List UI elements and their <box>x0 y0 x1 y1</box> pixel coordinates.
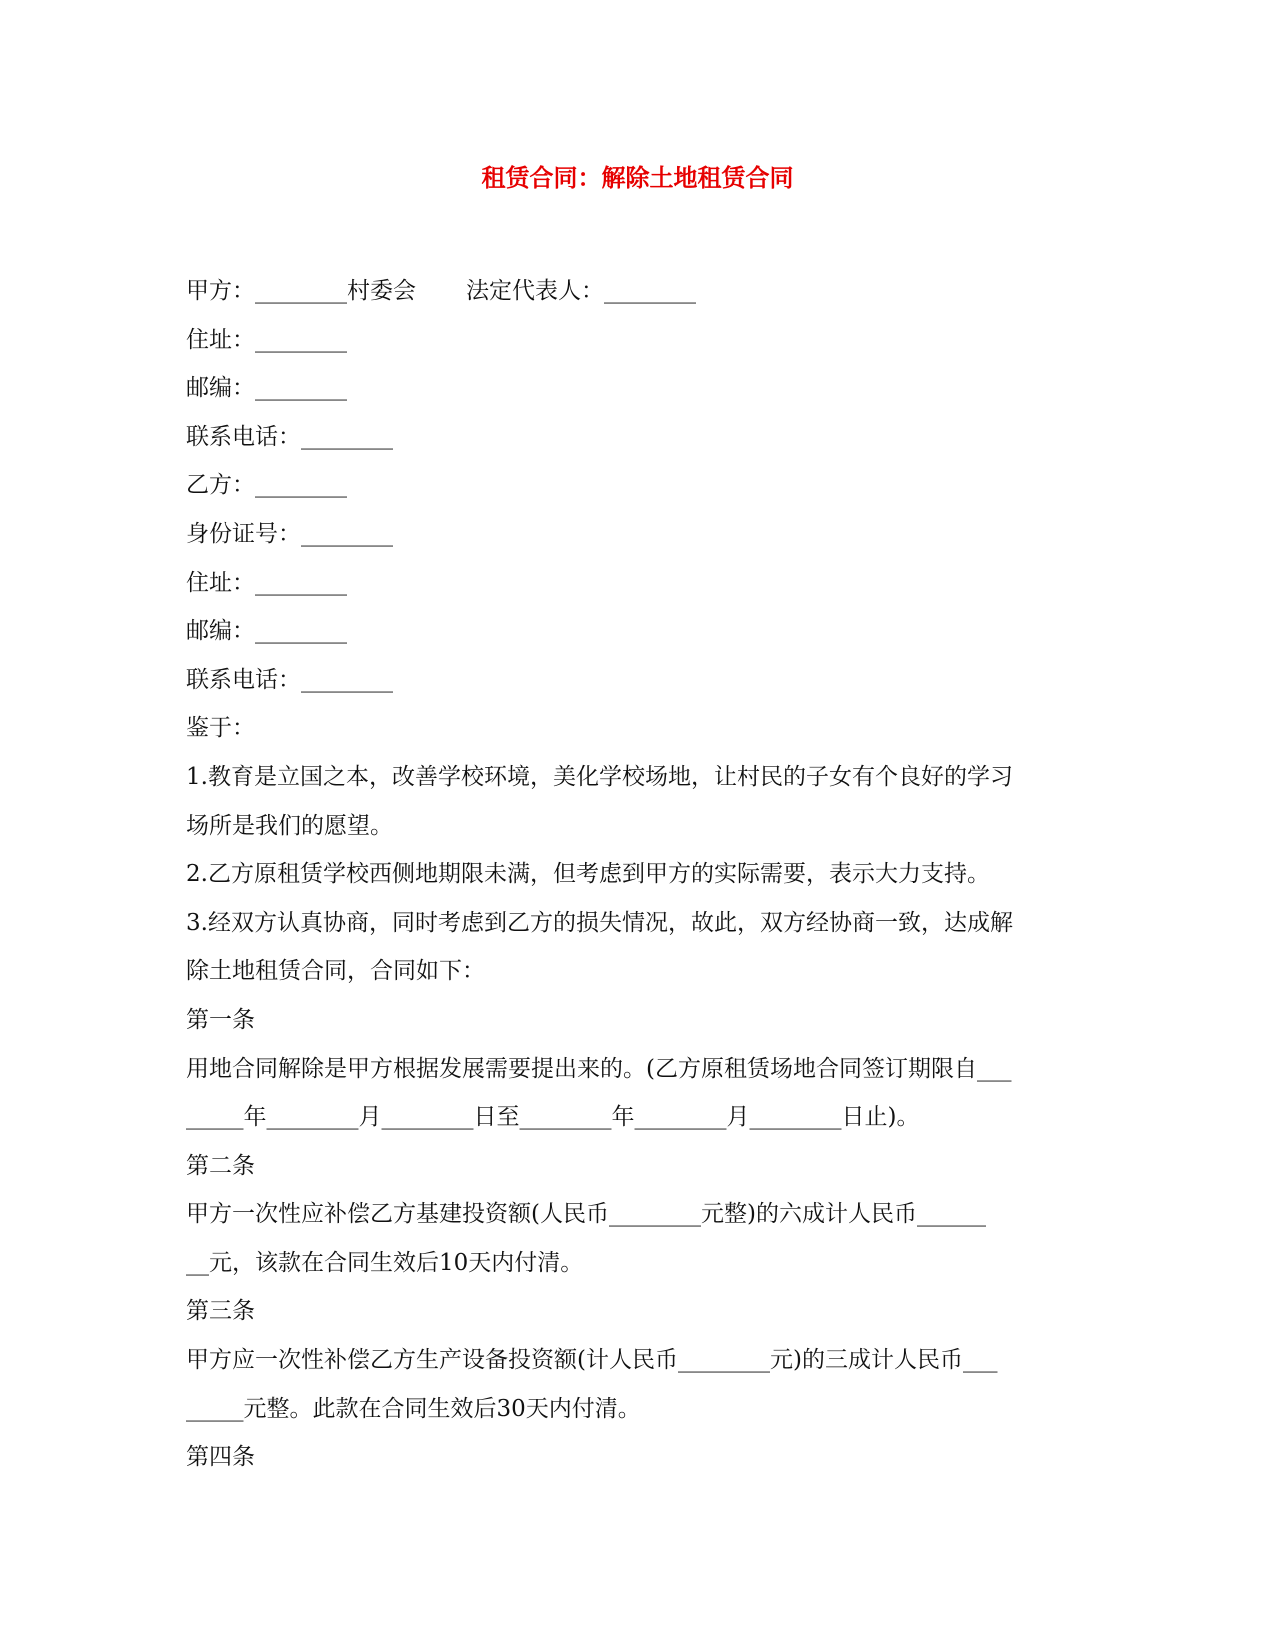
whereas-item-1-line-1: 1.教育是立国之本，改善学校环境，美化学校场地，让村民的子女有个良好的学习 <box>186 763 1013 790</box>
article-2-line-2: __元，该款在合同生效后10天内付清。 <box>186 1249 584 1276</box>
party-b-id-number: 身份证号：________ <box>186 520 393 547</box>
whereas-item-3-line-1: 3.经双方认真协商，同时考虑到乙方的损失情况，故此，双方经协商一致，达成解 <box>186 909 1013 936</box>
party-a-line <box>186 267 1086 316</box>
whereas-item-3-line-2: 除土地租赁合同，合同如下： <box>186 958 485 985</box>
article-2-line-1: 甲方一次性应补偿乙方基建投资额(人民币________元整)的六成计人民币______ <box>186 1201 986 1228</box>
party-b-phone: 联系电话：________ <box>186 666 393 693</box>
article-3-heading: 第三条 <box>186 1298 255 1325</box>
party-b-postcode: 邮编：________ <box>186 618 347 645</box>
article-2-heading: 第二条 <box>186 1152 255 1179</box>
party-b-address: 住址：________ <box>186 569 347 596</box>
party-a-name: 甲方：________村委会 <box>186 278 416 304</box>
article-4-heading: 第四条 <box>186 1444 255 1471</box>
party-a-postcode: 邮编：________ <box>186 375 347 402</box>
article-1-line-1: 用地合同解除是甲方根据发展需要提出来的。(乙方原租赁场地合同签订期限自___ <box>186 1055 1012 1082</box>
party-a-address: 住址：________ <box>186 326 347 353</box>
whereas-item-2: 2.乙方原租赁学校西侧地期限未满，但考虑到甲方的实际需要，表示大力支持。 <box>186 861 990 888</box>
whereas-label: 鉴于： <box>186 715 255 742</box>
party-a-phone: 联系电话：________ <box>186 423 393 450</box>
article-3-line-2: _____元整。此款在合同生效后30天内付清。 <box>186 1395 641 1422</box>
article-3-line-1: 甲方应一次性补偿乙方生产设备投资额(计人民币________元)的三成计人民币___ <box>186 1347 998 1374</box>
document-title: 租赁合同：解除土地租赁合同 <box>481 163 794 192</box>
document-body <box>186 267 1086 1482</box>
party-b-name: 乙方：________ <box>186 472 347 499</box>
article-1-line-2: _____年________月________日至________年________月________日止)。 <box>186 1104 920 1131</box>
whereas-item-1-line-2: 场所是我们的愿望。 <box>186 812 393 839</box>
article-1-heading: 第一条 <box>186 1006 255 1033</box>
party-a-representative: 法定代表人：________ <box>466 278 696 304</box>
